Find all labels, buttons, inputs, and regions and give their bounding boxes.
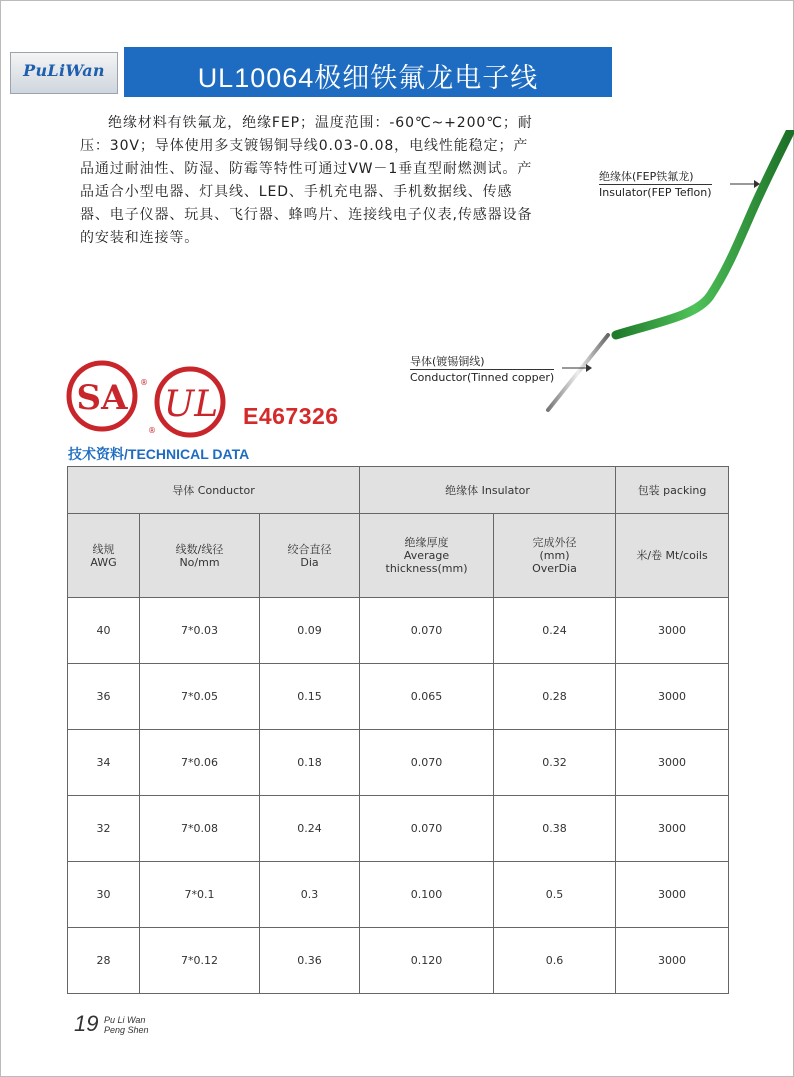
- cell-packing: 3000: [616, 598, 729, 664]
- technical-data-table: [67, 466, 729, 994]
- cell-packing: 3000: [616, 730, 729, 796]
- insulator-arrow-icon: [730, 178, 760, 190]
- footer-brand-line2: Peng Shen: [104, 1025, 149, 1035]
- title-bar: [124, 47, 612, 97]
- cell-thickness: 0.120: [360, 928, 494, 994]
- conductor-callout: [410, 355, 554, 385]
- cell-no-mm: 7*0.06: [140, 730, 260, 796]
- cell-dia: 0.24: [260, 796, 360, 862]
- cell-no-mm: 7*0.05: [140, 664, 260, 730]
- insulator-callout-en: Insulator(FEP Teflon): [599, 186, 712, 199]
- cell-dia: 0.09: [260, 598, 360, 664]
- cell-awg: 36: [68, 664, 140, 730]
- column-header-overdia: 完成外径 (mm) OverDia: [494, 514, 616, 598]
- group-header-insulator: 绝缘体 Insulator: [360, 467, 616, 514]
- cell-overdia: 0.28: [494, 664, 616, 730]
- cell-packing: 3000: [616, 796, 729, 862]
- conductor-callout-en: Conductor(Tinned copper): [410, 371, 555, 384]
- registered-mark-2: ®: [148, 426, 156, 435]
- cell-awg: 32: [68, 796, 140, 862]
- page-title: UL10064极细铁氟龙电子线: [197, 63, 539, 93]
- cell-overdia: 0.32: [494, 730, 616, 796]
- cell-packing: 3000: [616, 664, 729, 730]
- insulator-callout: [599, 170, 712, 200]
- product-description: 绝缘材料有铁氟龙，绝缘FEP；温度范围：-60℃~+200℃；耐压：30V；导体使用多支镀锡铜导线0.03-0.08，电线性能稳定；产品通过耐油性、防湿、防霉等特性可通过VW－1垂直型耐燃测试。产品适合小型电器、灯具线、LED、手机充电器、手机数据线、传感器、电子仪器、玩具、飞行器、蜂鸣片、连接线电子仪表,传感器设备的安装和连接等。: [80, 115, 533, 246]
- column-header-dia: 绞合直径 Dia: [260, 514, 360, 598]
- cell-awg: 28: [68, 928, 140, 994]
- page-number: 19: [74, 1011, 99, 1036]
- footer-brand-line1: Pu Li Wan: [104, 1015, 146, 1025]
- conductor-arrow-icon: [562, 362, 592, 374]
- cell-thickness: 0.070: [360, 598, 494, 664]
- ul-mark-text: UL: [163, 384, 219, 425]
- cell-awg: 34: [68, 730, 140, 796]
- cell-no-mm: 7*0.08: [140, 796, 260, 862]
- cell-thickness: 0.070: [360, 796, 494, 862]
- insulator-callout-cn: 绝缘体(FEP铁氟龙): [599, 170, 694, 183]
- brand-logo-text: PuLiWan: [23, 61, 105, 80]
- group-header-packing: 包装 packing: [616, 467, 729, 514]
- table-row: [68, 664, 729, 730]
- registered-mark: ®: [140, 378, 148, 387]
- cell-awg: 30: [68, 862, 140, 928]
- cell-thickness: 0.070: [360, 730, 494, 796]
- conductor-callout-cn: 导体(镀锡铜线): [410, 355, 485, 368]
- cell-dia: 0.15: [260, 664, 360, 730]
- cell-overdia: 0.24: [494, 598, 616, 664]
- cell-awg: 40: [68, 598, 140, 664]
- cell-overdia: 0.5: [494, 862, 616, 928]
- technical-data-heading: 技术资料/TECHNICAL DATA: [68, 446, 250, 462]
- table-row: [68, 730, 729, 796]
- cell-dia: 0.18: [260, 730, 360, 796]
- cell-no-mm: 7*0.12: [140, 928, 260, 994]
- cell-packing: 3000: [616, 862, 729, 928]
- ul-file-number: E467326: [243, 403, 339, 429]
- footer-brand: [104, 1015, 149, 1035]
- table-row: [68, 862, 729, 928]
- ul-logo-icon: [150, 366, 230, 438]
- table-row: [68, 796, 729, 862]
- column-header-no-mm: 线数/线径 No/mm: [140, 514, 260, 598]
- cell-thickness: 0.100: [360, 862, 494, 928]
- cell-overdia: 0.6: [494, 928, 616, 994]
- column-header-awg: 线规 AWG: [68, 514, 140, 598]
- group-header-conductor: 导体 Conductor: [68, 467, 360, 514]
- brand-logo: [10, 52, 118, 94]
- column-header-packing: 米/卷 Mt/coils: [616, 514, 729, 598]
- insulated-wire-body: [616, 130, 791, 335]
- cell-overdia: 0.38: [494, 796, 616, 862]
- cell-packing: 3000: [616, 928, 729, 994]
- cell-thickness: 0.065: [360, 664, 494, 730]
- column-header-thickness: 绝缘厚度 Average thickness(mm): [360, 514, 494, 598]
- table-row: [68, 598, 729, 664]
- cell-no-mm: 7*0.03: [140, 598, 260, 664]
- cell-dia: 0.3: [260, 862, 360, 928]
- cell-no-mm: 7*0.1: [140, 862, 260, 928]
- csa-mark-text: SA: [76, 378, 128, 418]
- table-row: [68, 928, 729, 994]
- cell-dia: 0.36: [260, 928, 360, 994]
- csa-logo-icon: [66, 360, 138, 432]
